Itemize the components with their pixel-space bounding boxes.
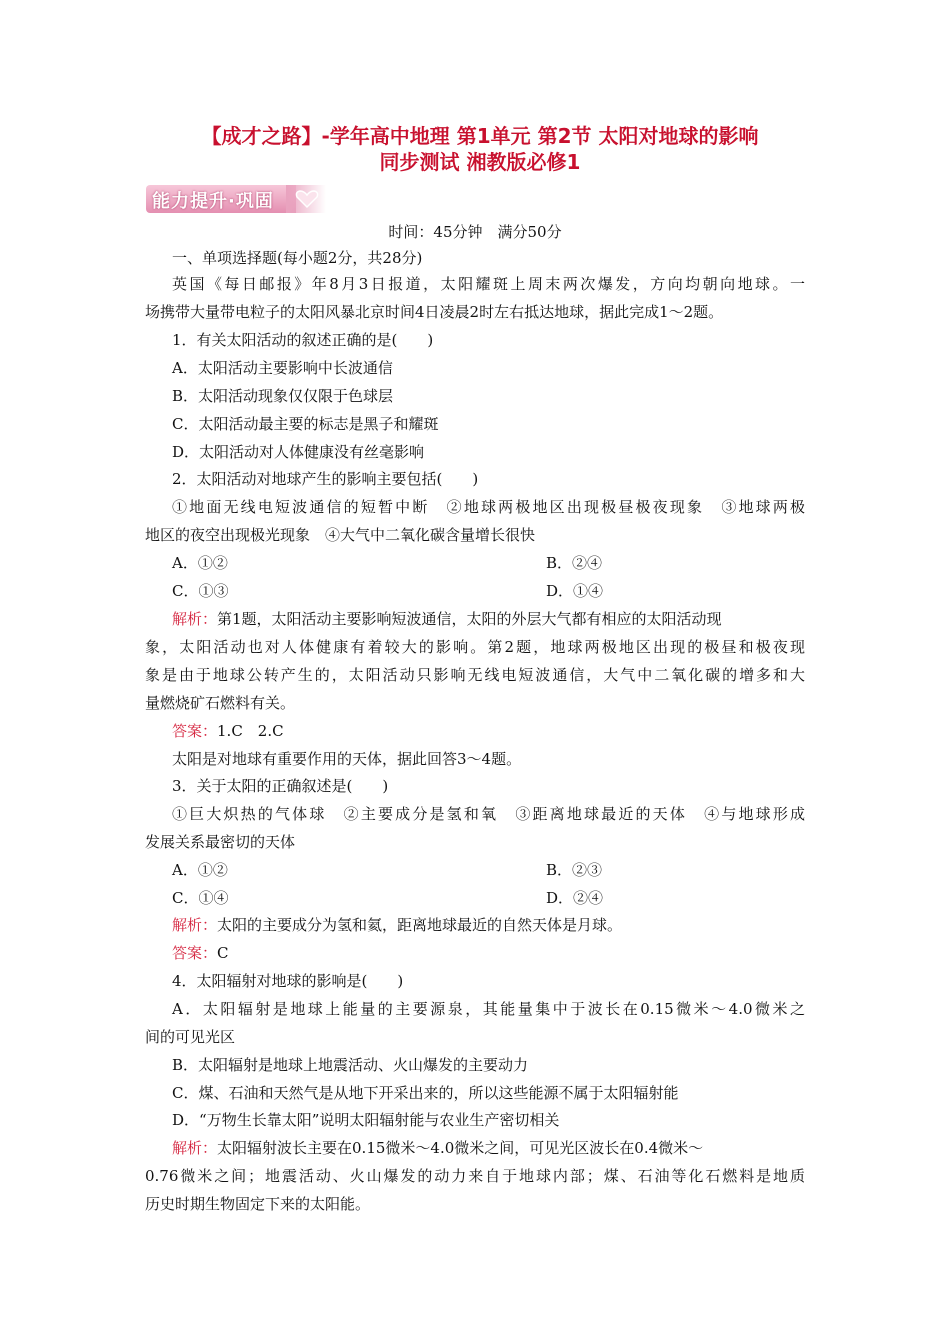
passage2: 太阳是对地球有重要作用的天体，据此回答3～4题。 — [172, 750, 522, 768]
analysis3-line1 — [172, 1138, 703, 1158]
answer1-line — [172, 721, 284, 741]
answer2-line — [172, 943, 229, 963]
analysis1-line4: 量燃烧矿石燃料有关。 — [145, 694, 296, 712]
analysis3-label: 解析： — [172, 1139, 218, 1157]
q4-option-c: C．煤、石油和天然气是从地下开采出来的，所以这些能源不属于太阳辐射能 — [172, 1084, 679, 1102]
q2-stem: 2．太阳活动对地球产生的影响主要包括( ) — [172, 470, 479, 488]
document-title-line2: 同步测试 湘教版必修1 — [379, 150, 581, 174]
analysis1-line3: 象是由于地球公转产生的，太阳活动只影响无线电短波通信，大气中二氧化碳的增多和大 — [145, 666, 805, 684]
q1-option-a: A．太阳活动主要影响中长波通信 — [172, 359, 393, 377]
q3-option-c: C．①④ — [172, 889, 229, 907]
q3-option-b: B．②③ — [546, 861, 603, 879]
q4-option-a-line2: 间的可见光区 — [145, 1028, 236, 1046]
answer2-value: C — [217, 944, 229, 962]
q4-option-b: B．太阳辐射是地球上地震活动、火山爆发的主要动力 — [172, 1056, 529, 1074]
section-heading: 一、单项选择题(每小题2分，共28分) — [172, 249, 423, 267]
q3-statements-line1: ①巨大炽热的气体球 ②主要成分是氢和氧 ③距离地球最近的天体 ④与地球形成 — [172, 805, 805, 823]
q2-option-d: D．①④ — [546, 582, 604, 600]
q4-stem: 4．太阳辐射对地球的影响是( ) — [172, 972, 404, 990]
passage1-line1: 英国《每日邮报》年8月3日报道，太阳耀斑上周末两次爆发，方向均朝向地球。一 — [172, 275, 805, 293]
analysis3-text1: 太阳辐射波长主要在0.15微米～4.0微米之间，可见光区波长在0.4微米～ — [217, 1139, 704, 1157]
q3-option-a: A．①② — [172, 861, 228, 879]
section-badge — [146, 183, 326, 217]
analysis3-line3: 历史时期生物固定下来的太阳能。 — [145, 1195, 371, 1213]
q1-option-d: D．太阳活动对人体健康没有丝毫影响 — [172, 443, 425, 461]
q4-option-a-line1: A．太阳辐射是地球上能量的主要源泉，其能量集中于波长在0.15微米～4.0微米之 — [172, 1000, 805, 1018]
analysis2-line — [172, 915, 622, 935]
analysis1-line2: 象，太阳活动也对人体健康有着较大的影响。第2题，地球两极地区出现的极昼和极夜现 — [145, 638, 805, 656]
q2-option-b: B．②④ — [546, 554, 603, 572]
answer1-value: 1.C 2.C — [217, 722, 284, 740]
q2-statements-line2: 地区的夜空出现极光现象 ④大气中二氧化碳含量增长很快 — [145, 526, 536, 544]
q3-option-d: D．②④ — [546, 889, 604, 907]
q2-option-c: C．①③ — [172, 582, 229, 600]
analysis3-line2: 0.76微米之间；地震活动、火山爆发的动力来自于地球内部；煤、石油等化石燃料是地质 — [145, 1167, 805, 1185]
time-info: 时间：45分钟 满分50分 — [388, 223, 562, 241]
q1-stem: 1．有关太阳活动的叙述正确的是( ) — [172, 331, 434, 349]
q3-statements-line2: 发展关系最密切的天体 — [145, 833, 296, 851]
q1-option-c: C．太阳活动最主要的标志是黑子和耀斑 — [172, 415, 439, 433]
answer1-label: 答案： — [172, 722, 218, 740]
heart-icon — [294, 189, 320, 209]
analysis1-text1: 第1题，太阳活动主要影响短波通信，太阳的外层大气都有相应的太阳活动现 — [217, 610, 722, 628]
q4-option-d: D．“万物生长靠太阳”说明太阳辐射能与农业生产密切相关 — [172, 1111, 560, 1129]
q3-stem: 3．关于太阳的正确叙述是( ) — [172, 777, 389, 795]
q2-option-a: A．①② — [172, 554, 228, 572]
analysis2-text: 太阳的主要成分为氢和氦，距离地球最近的自然天体是月球。 — [217, 916, 623, 934]
analysis2-label: 解析： — [172, 916, 218, 934]
analysis1-label: 解析： — [172, 610, 218, 628]
analysis1-line1 — [172, 609, 805, 629]
answer2-label: 答案： — [172, 944, 218, 962]
q1-option-b: B．太阳活动现象仅仅限于色球层 — [172, 387, 394, 405]
document-title-line1: 【成才之路】-学年高中地理 第1单元 第2节 太阳对地球的影响 — [201, 124, 759, 148]
badge-label: 能力提升·巩固 — [152, 191, 274, 212]
passage1-line2: 场携带大量带电粒子的太阳风暴北京时间4日凌晨2时左右抵达地球，据此完成1～2题。 — [145, 303, 724, 321]
q2-statements-line1: ①地面无线电短波通信的短暂中断 ②地球两极地区出现极昼极夜现象 ③地球两极 — [172, 498, 805, 516]
